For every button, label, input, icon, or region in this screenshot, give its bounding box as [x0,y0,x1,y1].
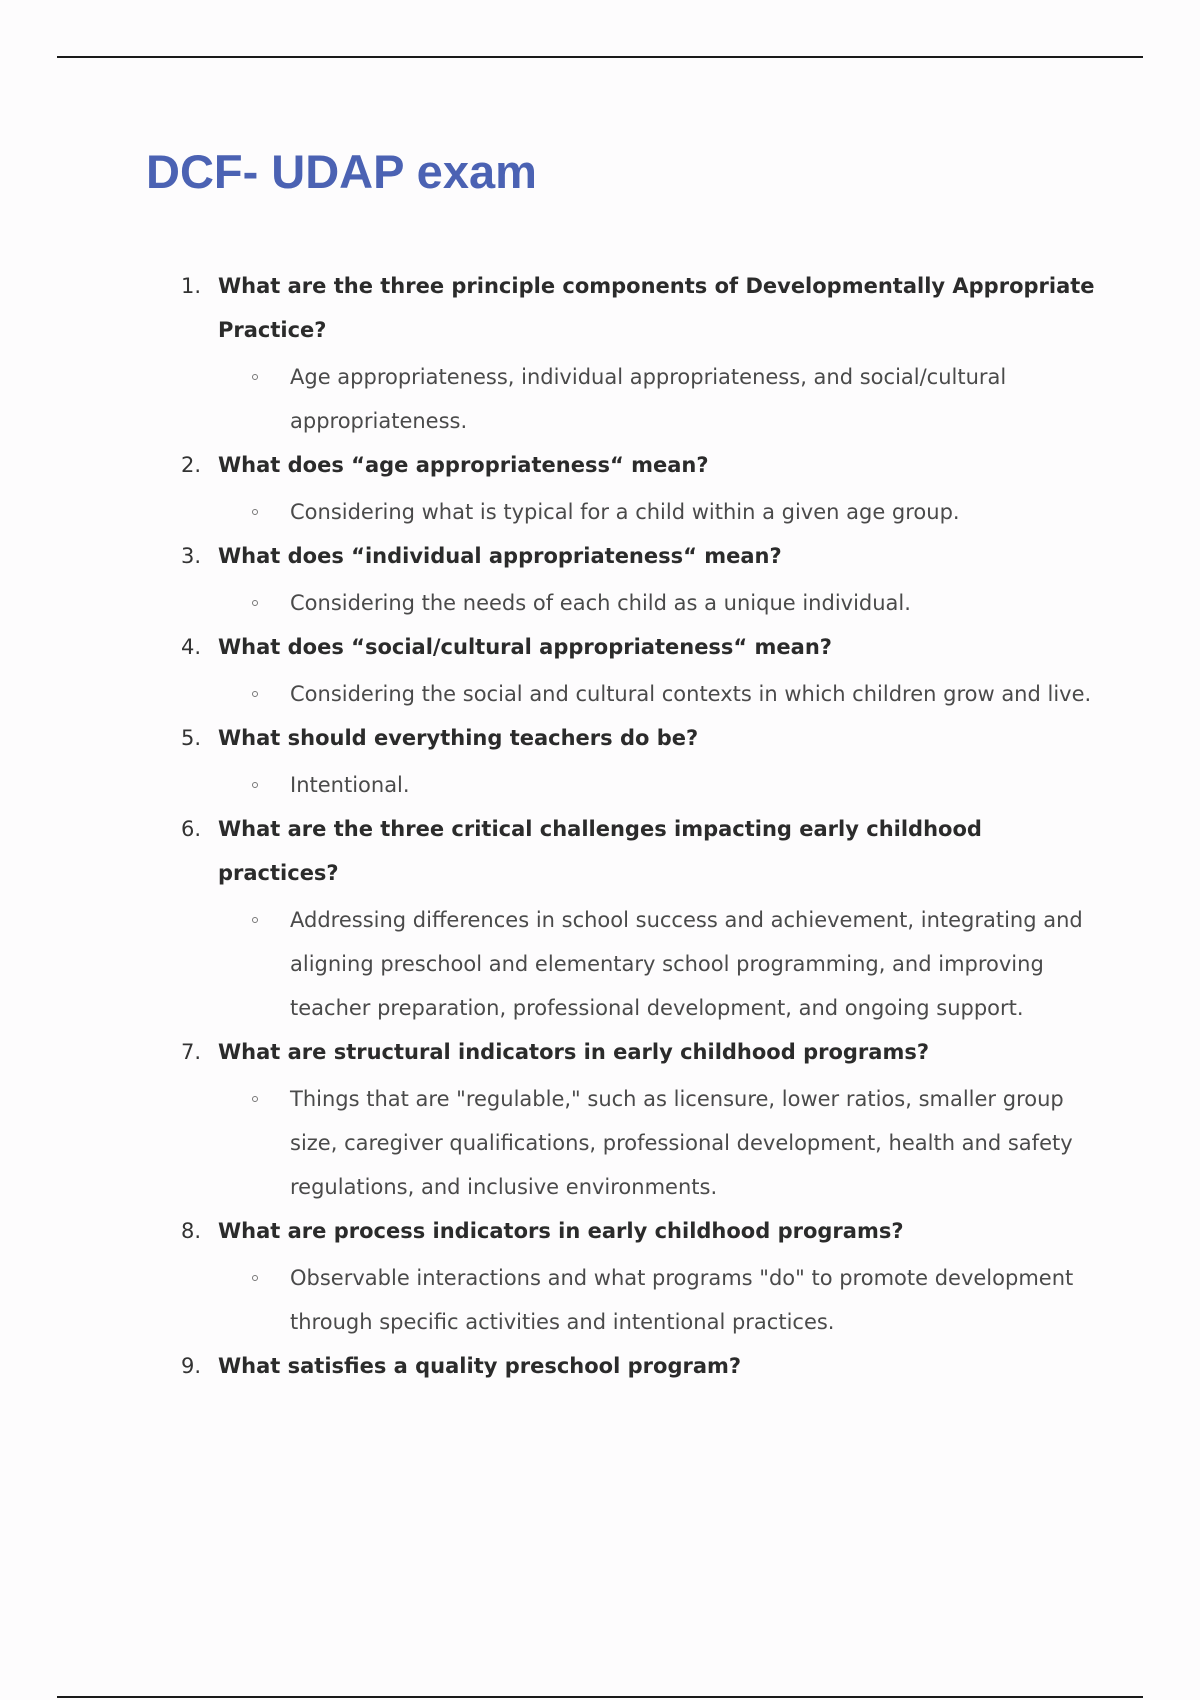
circle-bullet-icon [252,600,258,606]
answer-text: Considering what is typical for a child within a given age group. [290,500,960,524]
circle-bullet-icon [252,691,258,697]
question-number: 5. [181,726,202,750]
answer-text: Considering the social and cultural contexts in which children grow and live. [290,682,1092,706]
document-title: DCF- UDAP exam [146,145,537,198]
answer-text: Observable interactions and what programs "do" to promote development through specific activities and intentional practices. [290,1266,1074,1334]
answer [218,490,1095,534]
qa-item [175,625,1095,716]
answer-text: Age appropriateness, individual appropriateness, and social/cultural appropriateness. [290,365,1007,433]
circle-bullet-icon [252,509,258,515]
circle-bullet-icon [252,782,258,788]
question-list [175,264,1095,1388]
question-number: 8. [181,1219,202,1243]
question-text: What are the three principle components of Developmentally Appropriate Practice? [218,274,1095,342]
qa-item [175,807,1095,1030]
question-number: 9. [181,1354,202,1378]
question-text: What does “age appropriateness“ mean? [218,453,709,477]
answer-text: Addressing differences in school success and achievement, integrating and aligning preschool and elementary school programming, and improving teacher preparation, professional development, and ongoing support. [290,908,1083,1020]
answer-text: Things that are "regulable," such as licensure, lower ratios, smaller group size, caregiver qualifications, professional development, health and safety regulations, and inclusive environments. [290,1087,1073,1199]
answer-text: Considering the needs of each child as a unique individual. [290,591,911,615]
qa-item [175,264,1095,443]
question-text: What are structural indicators in early childhood programs? [218,1040,930,1064]
answer [218,763,1095,807]
top-rule [57,56,1143,58]
answer [218,581,1095,625]
question-number: 3. [181,544,202,568]
qa-item [175,1209,1095,1344]
question-text: What does “individual appropriateness“ mean? [218,544,782,568]
circle-bullet-icon [252,917,258,923]
answer [218,898,1095,1030]
qa-item [175,1344,1095,1388]
question-text: What does “social/cultural appropriateness“ mean? [218,635,832,659]
question-text: What should everything teachers do be? [218,726,699,750]
question-text: What are the three critical challenges impacting early childhood practices? [218,817,982,885]
question-number: 1. [181,274,202,298]
answer [218,1077,1095,1209]
answer [218,355,1095,443]
question-number: 6. [181,817,202,841]
qa-item [175,534,1095,625]
qa-item [175,1030,1095,1209]
circle-bullet-icon [252,1275,258,1281]
answer-text: Intentional. [290,773,410,797]
question-text: What satisfies a quality preschool program? [218,1354,742,1378]
answer [218,672,1095,716]
question-number: 4. [181,635,202,659]
question-number: 7. [181,1040,202,1064]
qa-item [175,716,1095,807]
answer [218,1256,1095,1344]
question-text: What are process indicators in early childhood programs? [218,1219,904,1243]
circle-bullet-icon [252,374,258,380]
qa-item [175,443,1095,534]
question-number: 2. [181,453,202,477]
bottom-rule [57,1696,1143,1698]
circle-bullet-icon [252,1096,258,1102]
